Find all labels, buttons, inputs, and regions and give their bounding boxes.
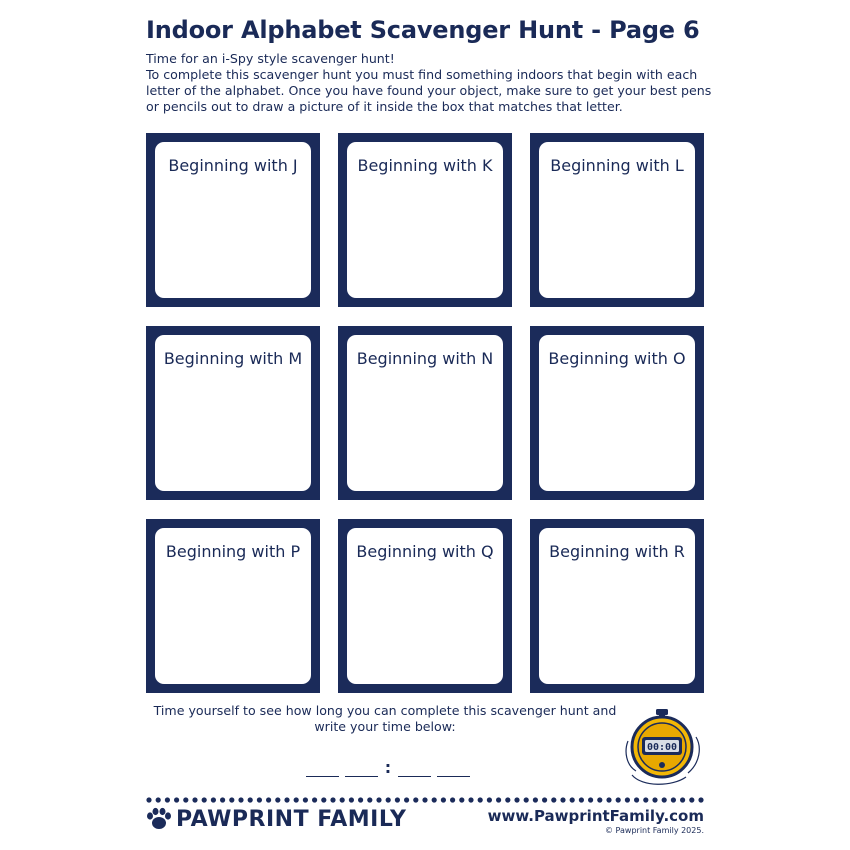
card-label: Beginning with P — [165, 542, 301, 561]
drawing-box[interactable] — [539, 528, 695, 684]
page-title: Indoor Alphabet Scavenger Hunt - Page 6 — [146, 16, 700, 44]
website-link[interactable]: www.PawprintFamily.com — [487, 807, 704, 825]
letter-grid — [146, 133, 704, 691]
intro-line-1: Time for an i-Spy style scavenger hunt! — [146, 51, 395, 66]
drawing-box[interactable] — [539, 335, 695, 491]
time-blank-3[interactable] — [398, 759, 431, 777]
stopwatch-icon — [622, 707, 702, 785]
card-label: Beginning with R — [549, 542, 685, 561]
stopwatch-display: 00:00 — [646, 742, 678, 753]
letter-card-j — [146, 133, 320, 307]
letter-card-q — [338, 519, 512, 693]
letter-card-o — [530, 326, 704, 500]
drawing-box[interactable] — [347, 335, 503, 491]
drawing-box[interactable] — [155, 142, 311, 298]
card-label: Beginning with O — [548, 349, 686, 368]
brand-logo — [146, 804, 406, 834]
card-label: Beginning with L — [550, 156, 684, 175]
card-label: Beginning with J — [168, 156, 298, 175]
time-blank-2[interactable] — [345, 759, 378, 777]
intro-line-2: To complete this scavenger hunt you must find something indoors that begin with each letter of the alphabet. Once you have found your object, make sure to get your best pens or pencils out to draw a picture of it inside the box that matches that letter. — [146, 67, 712, 114]
letter-card-r — [530, 519, 704, 693]
letter-card-m — [146, 326, 320, 500]
letter-card-l — [530, 133, 704, 307]
time-blank-1[interactable] — [306, 759, 339, 777]
brand-name: PAWPRINT FAMILY — [176, 806, 407, 832]
drawing-box[interactable] — [155, 528, 311, 684]
timer-instruction: Time yourself to see how long you can complete this scavenger hunt and write your time below: — [153, 703, 617, 734]
dotted-divider — [146, 796, 704, 804]
time-separator: : — [384, 758, 392, 777]
drawing-box[interactable] — [347, 528, 503, 684]
letter-card-p — [146, 519, 320, 693]
letter-card-n — [338, 326, 512, 500]
intro-text — [146, 51, 716, 115]
card-label: Beginning with N — [356, 349, 494, 368]
time-blank-4[interactable] — [437, 759, 470, 777]
copyright-text: © Pawprint Family 2025. — [605, 826, 704, 835]
drawing-box[interactable] — [155, 335, 311, 491]
card-label: Beginning with Q — [356, 542, 494, 561]
paw-icon — [146, 807, 172, 831]
drawing-box[interactable] — [539, 142, 695, 298]
letter-card-k — [338, 133, 512, 307]
card-label: Beginning with M — [163, 349, 303, 368]
time-entry[interactable] — [306, 757, 470, 777]
card-label: Beginning with K — [357, 156, 493, 175]
drawing-box[interactable] — [347, 142, 503, 298]
